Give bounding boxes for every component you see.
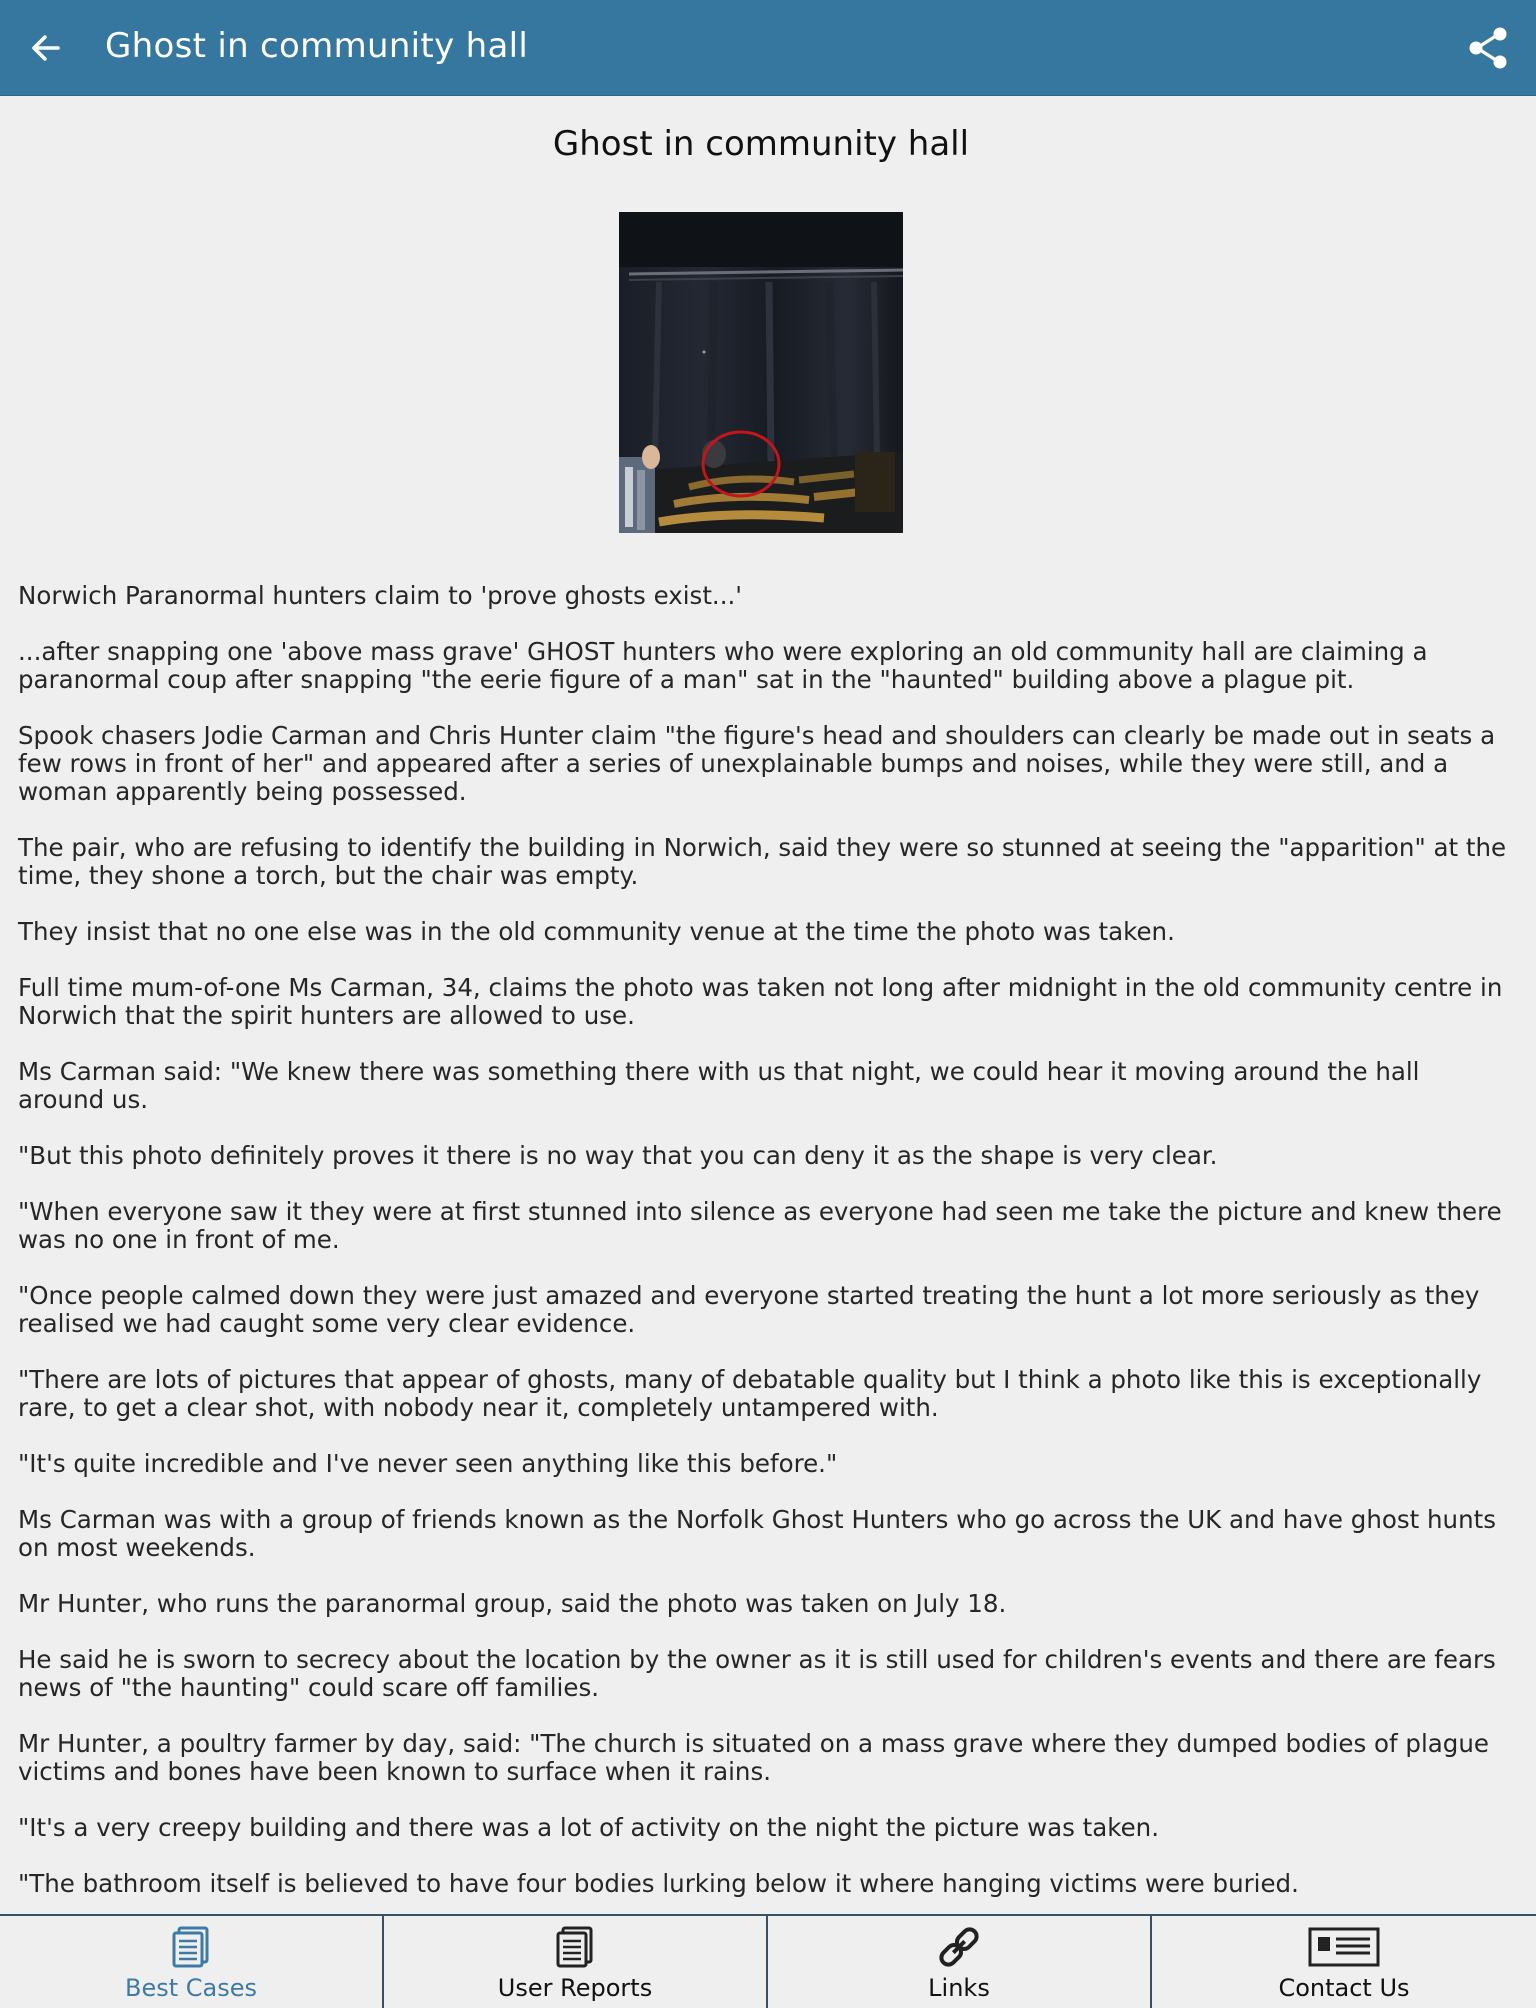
back-button[interactable] — [18, 20, 74, 76]
article-paragraph: "But this photo definitely proves it there is no way that you can deny it as the shape is very clear. — [18, 1141, 1218, 1170]
share-icon — [1465, 25, 1511, 71]
tab-user-reports[interactable] — [384, 1916, 768, 2008]
tab-contact-us[interactable] — [1152, 1916, 1536, 2008]
app-bar — [0, 0, 1536, 96]
article-paragraph: "The bathroom itself is believed to have four bodies lurking below it where hanging victims were buried. — [18, 1869, 1299, 1898]
article-title: Ghost in community hall — [552, 124, 970, 164]
tab-label: Best Cases — [124, 1974, 257, 2002]
article-paragraph: "When everyone saw it they were at first stunned into silence as everyone had seen me take the picture and knew there was no one in front of me. — [18, 1197, 1502, 1254]
article-content[interactable] — [0, 96, 1536, 1914]
ghost-photo — [619, 212, 903, 533]
tab-label: Contact Us — [1278, 1974, 1410, 2002]
article-paragraph: "There are lots of pictures that appear of ghosts, many of debatable quality but I think a photo like this is exceptionally rare, to get a clear shot, with nobody near it, completely untampered with. — [18, 1365, 1482, 1422]
article-paragraph: They insist that no one else was in the old community venue at the time the photo was taken. — [18, 917, 1175, 946]
article-paragraph: "It's quite incredible and I've never seen anything like this before." — [18, 1449, 838, 1478]
article-paragraph: The pair, who are refusing to identify the building in Norwich, said they were so stunned at seeing the "apparition" at the time, they shone a torch, but the chair was empty. — [18, 833, 1507, 890]
article-paragraph: Ms Carman said: "We knew there was something there with us that night, we could hear it moving around the hall around us. — [18, 1057, 1420, 1114]
link-icon — [768, 1924, 1150, 1970]
article-paragraph: Mr Hunter, who runs the paranormal group, said the photo was taken on July 18. — [18, 1589, 1007, 1618]
article-paragraph: Ms Carman was with a group of friends known as the Norfolk Ghost Hunters who go across the UK and have ghost hunts on most weekends. — [18, 1505, 1496, 1562]
tab-label: User Reports — [497, 1974, 653, 2002]
best-cases-icon — [0, 1924, 382, 1970]
tab-best-cases[interactable] — [0, 1916, 384, 2008]
article-paragraph: "It's a very creepy building and there was a lot of activity on the night the picture was taken. — [18, 1813, 1159, 1842]
article-paragraph: Norwich Paranormal hunters claim to 'prove ghosts exist...' — [18, 581, 743, 610]
user-reports-icon — [384, 1924, 766, 1970]
article-paragraph: "Once people calmed down they were just amazed and everyone started treating the hunt a lot more seriously as they realised we had caught some very clear evidence. — [18, 1281, 1480, 1338]
article-paragraph: ...after snapping one 'above mass grave' GHOST hunters who were exploring an old community hall are claiming a paranormal coup after snapping "the eerie figure of a man" sat in the "haunted" building above a plague pit. — [18, 637, 1428, 694]
tab-links[interactable] — [768, 1916, 1152, 2008]
contact-card-icon — [1152, 1924, 1536, 1970]
article-paragraph: Full time mum-of-one Ms Carman, 34, claims the photo was taken not long after midnight in the old community centre in Norwich that the spirit hunters are allowed to use. — [18, 973, 1503, 1030]
article-paragraph: He said he is sworn to secrecy about the location by the owner as it is still used for children's events and there are fears news of "the haunting" could scare off families. — [18, 1645, 1496, 1702]
article-body — [18, 582, 1508, 1914]
article-paragraph: Spook chasers Jodie Carman and Chris Hunter claim "the figure's head and shoulders can clearly be made out in seats a few rows in front of her" and appeared after a series of unexplainable bumps and noises, while they were still, and a woman apparently being possessed. — [18, 721, 1496, 806]
share-button[interactable] — [1460, 20, 1516, 76]
arrow-left-icon — [28, 30, 64, 66]
bottom-tab-bar — [0, 1914, 1536, 2008]
tab-label: Links — [928, 1974, 990, 2002]
app-bar-title: Ghost in community hall — [105, 26, 529, 66]
article-paragraph: Mr Hunter, a poultry farmer by day, said: "The church is situated on a mass grave where they dumped bodies of plague victims and bones have been known to surface when it rains. — [18, 1729, 1489, 1786]
